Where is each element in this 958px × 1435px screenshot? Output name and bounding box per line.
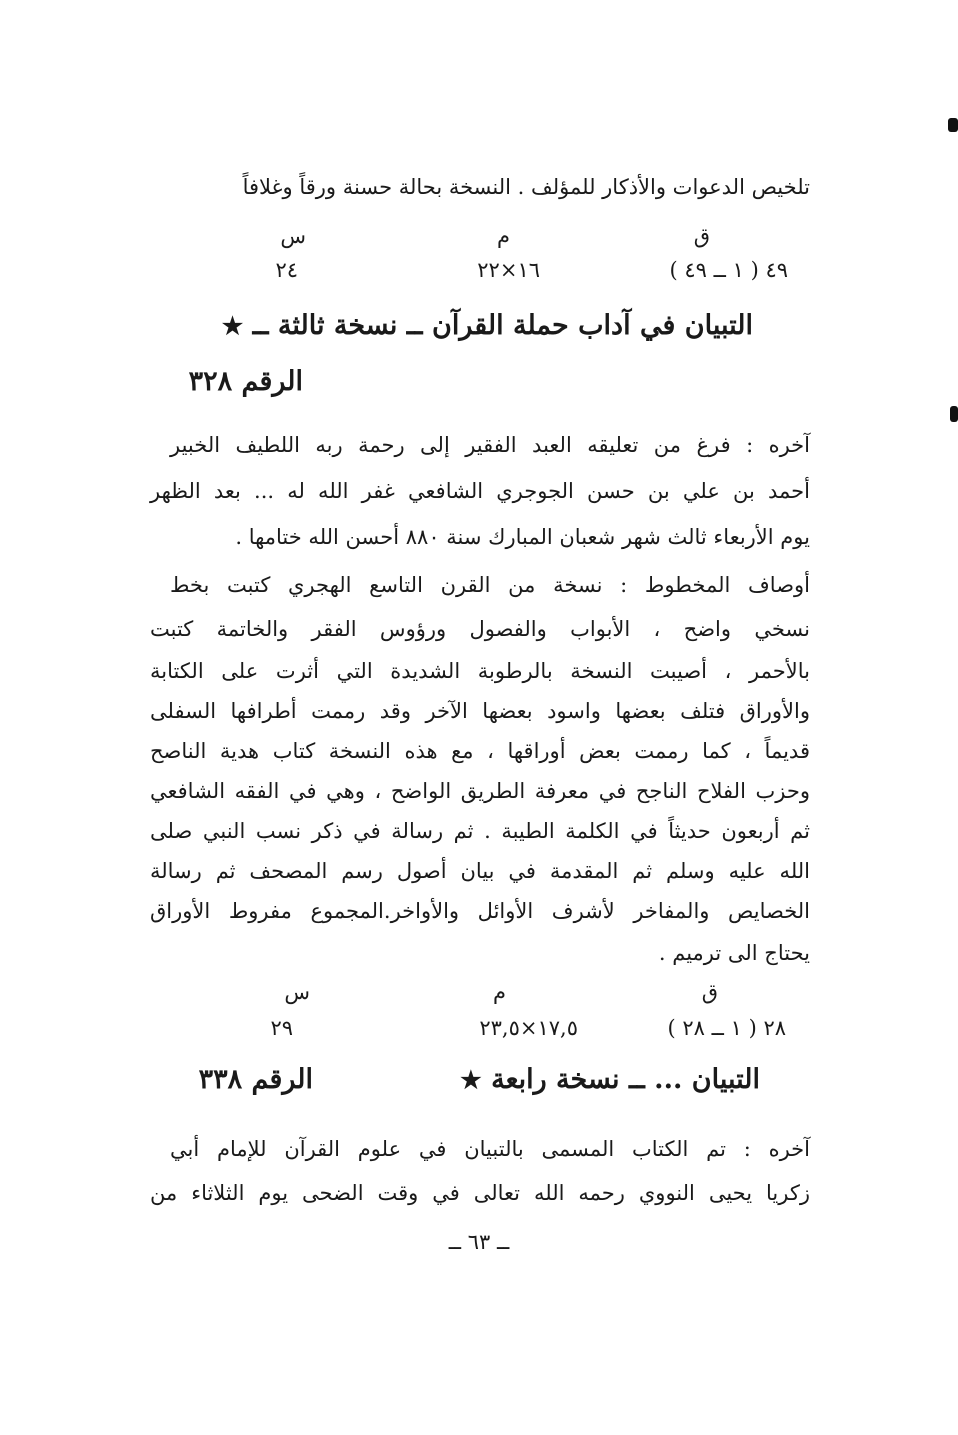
- entry-1-label-m: م: [496, 224, 510, 248]
- entry-2-label-q: ق: [701, 980, 718, 1004]
- entry-2-title: [222, 310, 753, 341]
- entry-2-description-line: قديماً ، كما رممت بعض أوراقها ، مع هذه النسخة كتاب هدية الناصح: [150, 739, 810, 763]
- entry-1-label-q: ق: [693, 224, 710, 248]
- entry-2-description-line: الخصايص والمفاخر لأشرف الأوائل والأواخر.المجموع مفروط الأوراق: [150, 899, 810, 923]
- entry-2-label-m: م: [492, 980, 506, 1004]
- page-number: ــ ٦٣ ــ: [448, 1230, 510, 1254]
- entry-3-title: [460, 1064, 760, 1095]
- entry-2-value-m: ١٧,٥×٢٣,٥: [479, 1016, 578, 1040]
- entry-3-ending-line: آخره : تم الكتاب المسمى بالتبيان في علوم القرآن للإمام أبي: [170, 1137, 810, 1161]
- entry-2-label-s: س: [284, 980, 310, 1004]
- entry-2-description-line: والأوراق فتلف بعضها واسود بعضها الآخر وقد رممت أطرافها السفلى: [150, 699, 810, 723]
- star-icon: ★: [221, 311, 244, 340]
- entry-3-number: الرقم ٣٣٨: [198, 1064, 313, 1095]
- entry-2-ending-line: آخره : فرغ من تعليقه العبد الفقير إلى رحمة ربه اللطيف الخبير: [170, 433, 810, 457]
- entry-2-description-line: ثم أربعون حديثاً في الكلمة الطيبة . ثم رسالة في ذكر نسب النبي صلى: [150, 819, 810, 843]
- entry-2-description-line: يحتاج الى ترميم .: [658, 941, 810, 965]
- entry-2-value-s: ٢٩: [270, 1016, 293, 1040]
- entry-2-description-line: نسخي واضح ، الأبواب والفصول ورؤوس الفقر والخاتمة كتبت: [150, 617, 810, 641]
- entry-1-text-line: تلخيص الدعوات والأذكار للمؤلف . النسخة بحالة حسنة ورقاً وغلافاً: [242, 175, 810, 199]
- entry-1-label-s: س: [280, 224, 306, 248]
- entry-3-ending-line: زكريا يحيى النووي رحمه الله تعالى في وقت الضحى يوم الثلاثاء من: [150, 1181, 810, 1205]
- entry-1-value-q: ٤٩ ( ١ ــ ٤٩ ): [669, 258, 788, 282]
- entry-2-description-line: الله عليه وسلم ثم المقدمة في بيان أصول رسم المصحف ثم رسالة: [150, 859, 810, 883]
- star-icon: ★: [460, 1065, 482, 1094]
- scan-mark-middle: [950, 406, 958, 422]
- entry-3-title-text: التبيان ... ــ نسخة رابعة: [491, 1064, 760, 1095]
- entry-1-value-s: ٢٤: [275, 258, 298, 282]
- entry-2-value-q: ٢٨ ( ١ ــ ٢٨ ): [667, 1016, 786, 1040]
- entry-2-ending-line: أحمد بن علي بن حسن الجوجري الشافعي غفر الله له ... بعد الظهر: [150, 479, 810, 503]
- entry-2-number: الرقم ٣٢٨: [188, 366, 303, 397]
- entry-2-description-line: أوصاف المخطوط : نسخة من القرن التاسع الهجري كتبت بخط: [170, 573, 810, 597]
- entry-2-title-text: التبيان في آداب حملة القرآن ــ نسخة ثالثة ــ: [252, 310, 753, 341]
- entry-1-value-m: ١٦×٢٢: [477, 258, 540, 282]
- entry-2-description-line: بالأحمر ، أصيبت النسخة بالرطوبة الشديدة التي أثرت على الكتابة: [150, 659, 810, 683]
- scan-mark-top: [948, 118, 958, 132]
- entry-2-ending-line: يوم الأربعاء ثالث شهر شعبان المبارك سنة ٨٨٠ أحسن الله ختامها .: [235, 525, 810, 549]
- entry-2-description-line: وحزب الفلاح الناجح في معرفة الطريق الواضح ، وهي في الفقه الشافعي: [150, 779, 810, 803]
